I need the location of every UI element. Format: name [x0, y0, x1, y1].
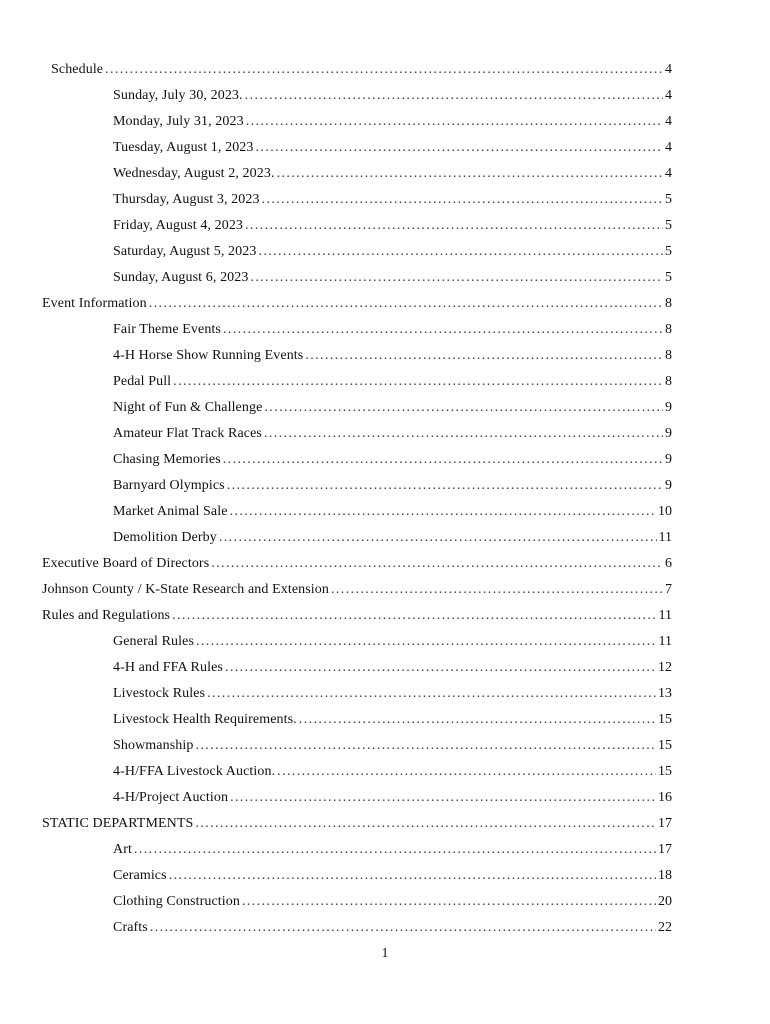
- toc-entry-label: Livestock Health Requirements.: [113, 712, 297, 727]
- toc-entry-label: Art: [113, 842, 132, 857]
- toc-entry-page: 5: [665, 192, 672, 207]
- toc-entry-page: 5: [665, 218, 672, 233]
- toc-subentry[interactable]: [0, 655, 672, 681]
- dot-leader: [256, 135, 663, 161]
- toc-subentry[interactable]: [0, 785, 672, 811]
- toc-entry-page: 8: [665, 296, 672, 311]
- dot-leader: [246, 109, 663, 135]
- toc-subentry[interactable]: [0, 83, 672, 109]
- toc-entry-label: Demolition Derby: [113, 530, 217, 545]
- toc-entry-page: 15: [658, 712, 672, 727]
- toc-entry-page: 4: [665, 62, 672, 77]
- toc-subentry[interactable]: [0, 161, 672, 187]
- toc-entry-label: 4-H/FFA Livestock Auction.: [113, 764, 276, 779]
- toc-entry-page: 18: [658, 868, 672, 883]
- toc-entry-label: Amateur Flat Track Races: [113, 426, 262, 441]
- toc-subentry[interactable]: [0, 863, 672, 889]
- toc-entry-page: 8: [665, 374, 672, 389]
- dot-leader: [242, 889, 656, 915]
- dot-leader: [105, 57, 663, 83]
- dot-leader: [219, 525, 657, 551]
- dot-leader: [225, 655, 656, 681]
- toc-subentry[interactable]: [0, 395, 672, 421]
- toc-entry-label: Thursday, August 3, 2023: [113, 192, 260, 207]
- dot-leader: [195, 811, 656, 837]
- toc-entry-label: Tuesday, August 1, 2023: [113, 140, 254, 155]
- toc-entry-label: Wednesday, August 2, 2023.: [113, 166, 275, 181]
- toc-entry-page: 13: [658, 686, 672, 701]
- dot-leader: [277, 161, 663, 187]
- toc-entry[interactable]: [0, 291, 672, 317]
- toc-entry-page: 10: [658, 504, 672, 519]
- toc-entry-page: 4: [665, 114, 672, 129]
- page-number: 1: [381, 946, 389, 961]
- toc-entry-label: Crafts: [113, 920, 148, 935]
- toc-entry-page: 7: [665, 582, 672, 597]
- toc-subentry[interactable]: [0, 213, 672, 239]
- dot-leader: [305, 343, 663, 369]
- toc-entry-label: STATIC DEPARTMENTS: [42, 816, 194, 831]
- toc-entry-label: Market Animal Sale: [113, 504, 228, 519]
- toc-entry-label: Johnson County / K-State Research and Extension: [42, 582, 329, 597]
- toc-entry-label: Rules and Regulations: [42, 608, 171, 623]
- dot-leader: [331, 577, 663, 603]
- dot-leader: [223, 447, 663, 473]
- toc-entry-page: 12: [658, 660, 672, 675]
- dot-leader: [262, 187, 663, 213]
- dot-leader: [150, 915, 656, 941]
- toc-subentry[interactable]: [0, 837, 672, 863]
- dot-leader: [258, 239, 663, 265]
- toc-entry-label: Clothing Construction: [113, 894, 240, 909]
- toc-subentry[interactable]: [0, 317, 672, 343]
- toc-entry-page: 9: [665, 400, 672, 415]
- toc-entry-page: 4: [665, 88, 672, 103]
- toc-entry-page: 5: [665, 244, 672, 259]
- toc-entry[interactable]: [0, 603, 672, 629]
- toc-entry-page: 9: [665, 426, 672, 441]
- toc-subentry[interactable]: [0, 343, 672, 369]
- toc-entry-page: 16: [658, 790, 672, 805]
- toc-entry-label: Executive Board of Directors: [42, 556, 210, 571]
- toc-entry[interactable]: [0, 811, 672, 837]
- toc-subentry[interactable]: [0, 499, 672, 525]
- dot-leader: [134, 837, 656, 863]
- toc-entry-label: Saturday, August 5, 2023: [113, 244, 257, 259]
- toc-entry-page: 9: [665, 478, 672, 493]
- toc-entry-page: 17: [658, 842, 672, 857]
- toc-entry[interactable]: [0, 551, 672, 577]
- toc-entry[interactable]: [0, 577, 672, 603]
- toc-entry-label: Ceramics: [113, 868, 167, 883]
- toc-entry-label: Monday, July 31, 2023: [113, 114, 244, 129]
- toc-subentry[interactable]: [0, 707, 672, 733]
- toc-subentry[interactable]: [0, 889, 672, 915]
- toc-subentry[interactable]: [0, 525, 672, 551]
- toc-subentry[interactable]: [0, 369, 672, 395]
- toc-entry-label: Sunday, July 30, 2023.: [113, 88, 243, 103]
- toc-subentry[interactable]: [0, 915, 672, 941]
- toc-entry-label: Chasing Memories: [113, 452, 221, 467]
- toc-entry-page: 20: [658, 894, 672, 909]
- toc-entry-page: 9: [665, 452, 672, 467]
- table-of-contents: [0, 57, 770, 941]
- toc-subentry[interactable]: [0, 733, 672, 759]
- dot-leader: [223, 317, 663, 343]
- dot-leader: [230, 499, 656, 525]
- dot-leader: [196, 629, 657, 655]
- dot-leader: [149, 291, 663, 317]
- toc-entry-label: Night of Fun & Challenge: [113, 400, 263, 415]
- dot-leader: [264, 421, 663, 447]
- toc-entry-label: Livestock Rules: [113, 686, 206, 701]
- toc-subentry[interactable]: [0, 629, 672, 655]
- toc-entry-label: General Rules: [113, 634, 194, 649]
- toc-entry[interactable]: [0, 57, 672, 83]
- toc-entry-page: 6: [665, 556, 672, 571]
- toc-subentry[interactable]: [0, 239, 672, 265]
- toc-entry-label: 4-H/Project Auction: [113, 790, 229, 805]
- dot-leader: [250, 265, 663, 291]
- dot-leader: [207, 681, 656, 707]
- dot-leader: [211, 551, 663, 577]
- toc-subentry[interactable]: [0, 135, 672, 161]
- toc-entry-page: 22: [658, 920, 672, 935]
- toc-subentry[interactable]: [0, 265, 672, 291]
- toc-entry-page: 4: [665, 166, 672, 181]
- toc-entry-label: Fair Theme Events: [113, 322, 221, 337]
- toc-subentry[interactable]: [0, 759, 672, 785]
- toc-entry-page: 17: [658, 816, 672, 831]
- toc-entry-page: 15: [658, 764, 672, 779]
- dot-leader: [230, 785, 656, 811]
- toc-entry-page: 5: [665, 270, 672, 285]
- dot-leader: [277, 759, 656, 785]
- dot-leader: [169, 863, 656, 889]
- toc-entry-label: Showmanship: [113, 738, 194, 753]
- toc-entry-label: 4-H and FFA Rules: [113, 660, 223, 675]
- dot-leader: [245, 213, 663, 239]
- toc-entry-label: Friday, August 4, 2023: [113, 218, 244, 233]
- dot-leader: [299, 707, 656, 733]
- toc-subentry[interactable]: [0, 473, 672, 499]
- toc-subentry[interactable]: [0, 187, 672, 213]
- toc-entry-label: Sunday, August 6, 2023: [113, 270, 249, 285]
- toc-entry-page: 15: [658, 738, 672, 753]
- dot-leader: [264, 395, 663, 421]
- dot-leader: [227, 473, 663, 499]
- toc-entry-label: Schedule: [51, 62, 104, 77]
- toc-entry-label: Event Information: [42, 296, 147, 311]
- dot-leader: [173, 369, 663, 395]
- toc-entry-label: Barnyard Olympics: [113, 478, 225, 493]
- toc-subentry[interactable]: [0, 447, 672, 473]
- toc-entry-page: 8: [665, 348, 672, 363]
- toc-entry-page: 11: [658, 608, 672, 623]
- toc-subentry[interactable]: [0, 421, 672, 447]
- toc-subentry[interactable]: [0, 681, 672, 707]
- toc-entry-label: Pedal Pull: [113, 374, 172, 389]
- dot-leader: [195, 733, 656, 759]
- toc-entry-page: 11: [658, 530, 672, 545]
- toc-entry-page: 8: [665, 322, 672, 337]
- dot-leader: [172, 603, 656, 629]
- dot-leader: [245, 83, 663, 109]
- toc-entry-page: 4: [665, 140, 672, 155]
- toc-entry-page: 11: [658, 634, 672, 649]
- toc-subentry[interactable]: [0, 109, 672, 135]
- toc-entry-label: 4-H Horse Show Running Events: [113, 348, 304, 363]
